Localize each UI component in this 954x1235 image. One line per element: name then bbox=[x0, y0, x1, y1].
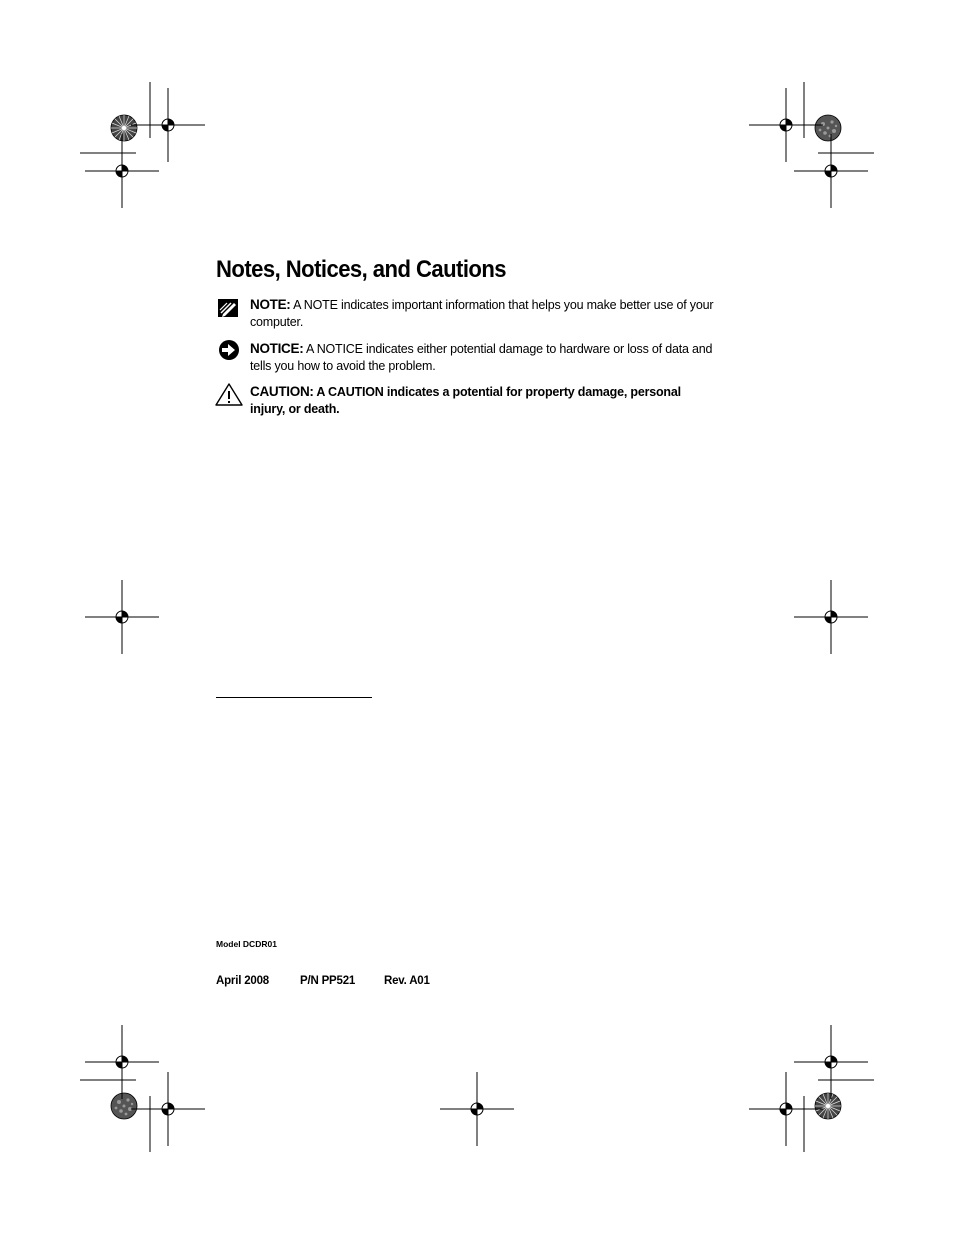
notice-body: A NOTICE indicates either potential damage to hardware or loss of data and tells you how to avoid the problem. bbox=[250, 342, 713, 373]
footer-date: April 2008 bbox=[216, 975, 269, 987]
warning-triangle-icon bbox=[214, 383, 242, 407]
note-body: A NOTE indicates important information that helps you make better use of your computer. bbox=[250, 298, 714, 329]
caution-body: A CAUTION indicates a potential for property damage, personal injury, or death. bbox=[250, 385, 681, 416]
note-callout bbox=[214, 296, 714, 331]
divider-rule bbox=[216, 697, 372, 698]
note-label: NOTE: bbox=[250, 297, 291, 312]
caution-text bbox=[250, 383, 714, 418]
notice-text bbox=[250, 340, 714, 375]
caution-label: CAUTION: bbox=[250, 384, 314, 399]
notice-arrow-icon bbox=[214, 340, 242, 364]
note-text bbox=[250, 296, 714, 331]
footer-revision: Rev. A01 bbox=[384, 975, 430, 987]
notice-callout bbox=[214, 340, 714, 375]
pencil-note-icon bbox=[214, 296, 242, 320]
notice-label: NOTICE: bbox=[250, 341, 304, 356]
caution-callout bbox=[214, 383, 714, 418]
footer-part-number: P/N PP521 bbox=[300, 975, 356, 987]
page-title: Notes, Notices, and Cautions bbox=[216, 256, 507, 283]
model-number: Model DCDR01 bbox=[216, 939, 277, 949]
